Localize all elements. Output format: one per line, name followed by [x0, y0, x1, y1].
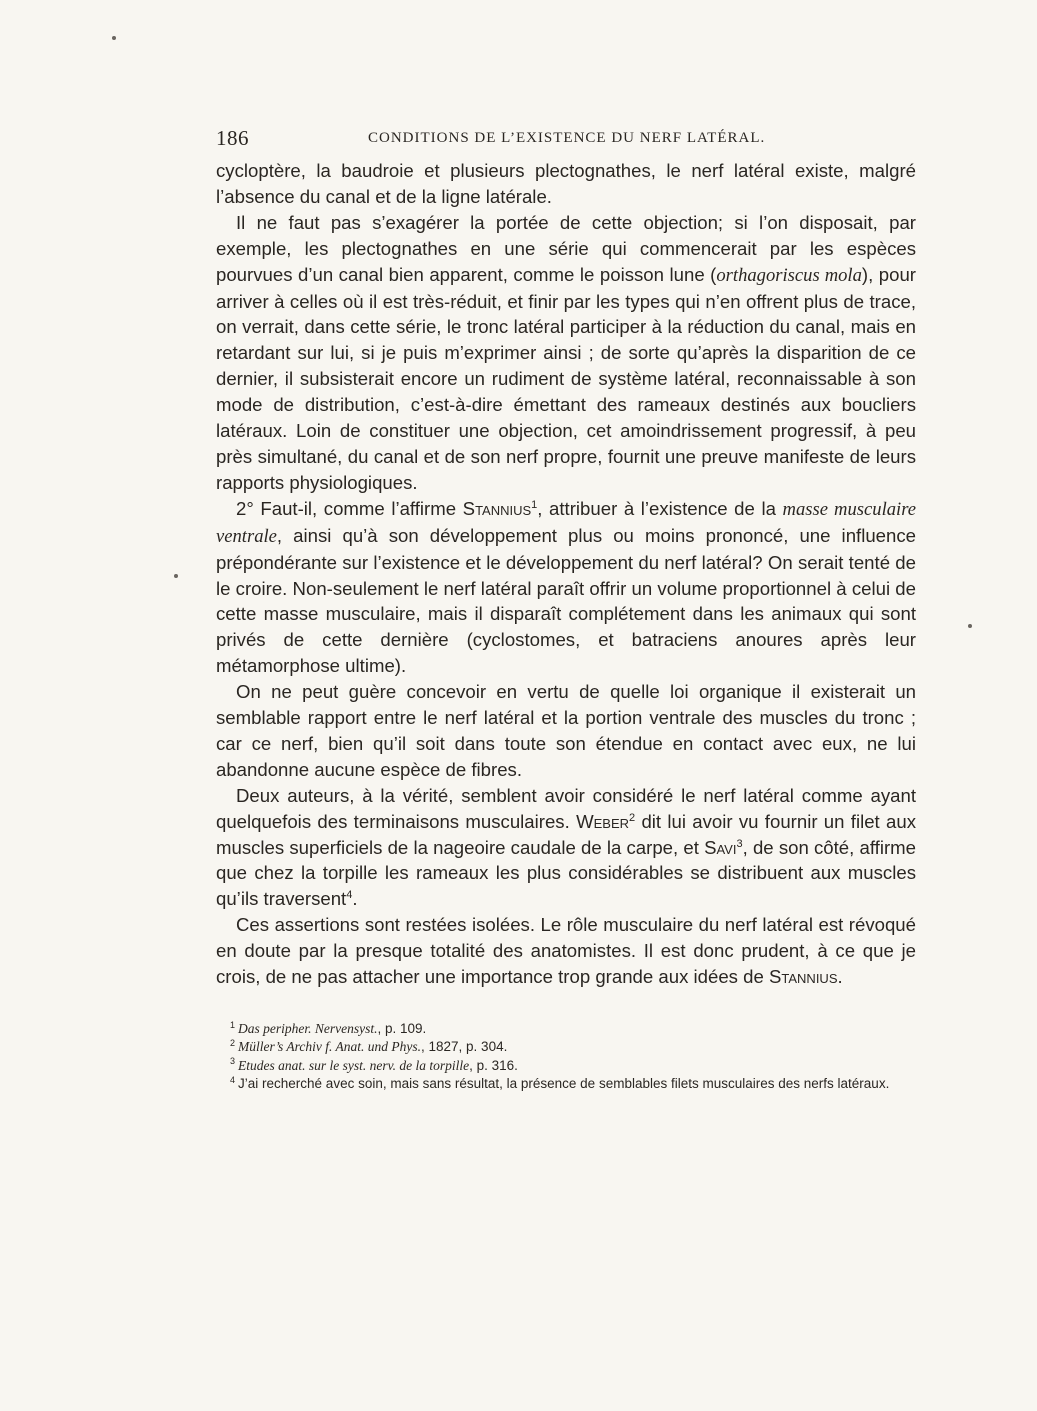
- author-name: Savi: [704, 836, 737, 858]
- footnote: $^1$ Das peripher. Nervensyst., p. 109.: [230, 1019, 427, 1036]
- paragraph-2: Il ne faut pas s’exagérer la portée de cette objection; si l’on disposait, par exemple, les plectognathes en une série qui commencerait par les espèces pourvues d’un canal bien apparent, comme le poisson lune (orthagoriscus mola), pour arriver à celles où il est très-réduit, et finir par les types qui n’en offrent plus de trace, on verrait, dans cette série, le tronc latéral participer à la réduction du canal, mais en retardant sur lui, si je puis m’exprimer ainsi ; de sorte qu’après la disparition de ce dernier, il subsisterait encore un rudiment de système latéral, reconnaissable à son mode de distribution, c’est-à-dire émettant des rameaux destinés aux boucliers latéraux. Loin de constituer une objection, cet amoindrissement progressif, à peu près simultané, du canal et de son nerf propre, fournit une preuve manifeste de leurs rapports physiologiques.: [216, 211, 916, 493]
- footnotes: [216, 1020, 916, 1094]
- speck-mark: [112, 36, 116, 40]
- footnote-ref: 1: [531, 498, 538, 511]
- paragraph-3: 2° Faut-il, comme l’affirme Stannius$^1$, attribuer à l’existence de la masse musculaire ventrale, ainsi qu’à son développement plus ou moins prononcé, une influence prépondérante sur l’existence et le développement du nerf latéral? On serait tenté de le croire. Non-seulement le nerf latéral paraît offrir un volume proportionnel à celui de cette masse musculaire, mais il disparaît complétement dans les animaux qui sont privés de cette dernière (cyclostomes, et batraciens anoures après leur métamorphose ultime).: [216, 497, 916, 677]
- author-name: Stannius: [769, 966, 838, 988]
- footnote: $^4$ J’ai recherché avec soin, mais sans résultat, la présence de semblables filets musculaires des nerfs latéraux.: [230, 1074, 890, 1092]
- italic-term: masse musculaire ventrale: [216, 498, 916, 547]
- running-head: [216, 126, 916, 152]
- speck-mark: [174, 574, 178, 578]
- speck-mark: [968, 624, 972, 628]
- running-title: CONDITIONS DE L’EXISTENCE DU NERF LATÉRAL.: [368, 130, 766, 146]
- footnote: $^3$ Etudes anat. sur le syst. nerv. de la torpille, p. 316.: [230, 1056, 518, 1073]
- paragraph-5: Deux auteurs, à la vérité, semblent avoir considéré le nerf latéral comme ayant quelquefois des terminaisons musculaires. Weber$^2$ dit lui avoir vu fournir un filet aux muscles superficiels de la nageoire caudale de la carpe, et Savi$^3$, de son côté, affirme que chez la torpille les rameaux les plus considérables se distribuent aux muscles qu’ils traversent$^4$.: [216, 784, 916, 910]
- footnote-ref: 2: [629, 811, 636, 824]
- page-number: 186: [216, 126, 249, 150]
- body-text: [216, 158, 916, 990]
- footnote: $^2$ Müller’s Archiv f. Anat. und Phys., 1827, p. 304.: [230, 1037, 508, 1055]
- paragraph-1: cycloptère, la baudroie et plusieurs plectognathes, le nerf latéral existe, malgré l’absence du canal et de la ligne latérale.: [216, 160, 916, 207]
- footnote-ref: 3: [736, 837, 743, 850]
- paragraph-4: On ne peut guère concevoir en vertu de quelle loi organique il existerait un semblable rapport entre le nerf latéral et la portion ventrale des muscles du tronc ; car ce nerf, bien qu’il soit dans toute son étendue en contact avec eux, ne lui abandonne aucune espèce de fibres.: [216, 681, 916, 780]
- paragraph-6: Ces assertions sont restées isolées. Le rôle musculaire du nerf latéral est révoqué en doute par la presque totalité des anatomistes. Il est donc prudent, à ce que je crois, de ne pas attacher une importance trop grande aux idées de Stannius.: [216, 914, 916, 988]
- author-name: Stannius: [462, 497, 532, 519]
- author-name: Weber: [576, 810, 630, 832]
- italic-species: orthagoriscus mola: [716, 264, 862, 286]
- footnote-ref: 4: [346, 889, 353, 902]
